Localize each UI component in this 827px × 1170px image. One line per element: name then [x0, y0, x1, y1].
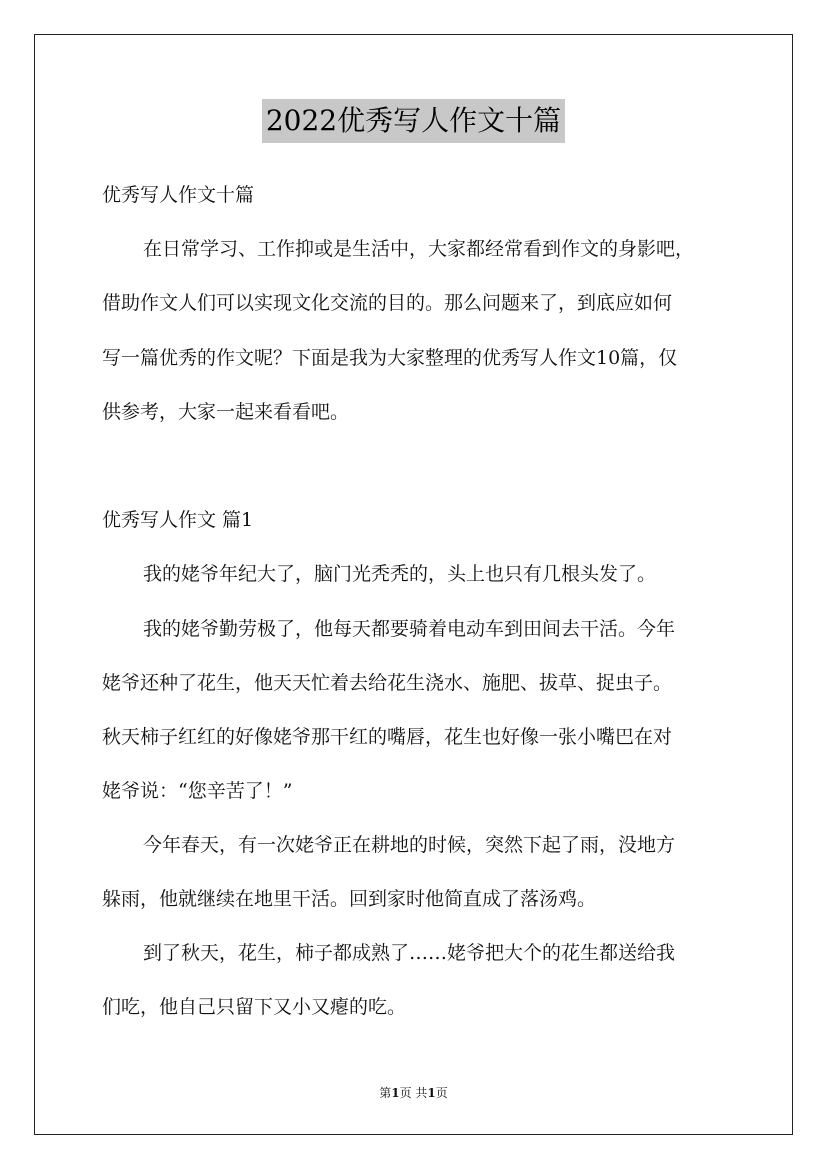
- footer-page-total: 1: [427, 1086, 436, 1100]
- body-line: 姥爷还种了花生，他天天忙着去给花生浇水、施肥、拔草、捉虫子。: [102, 672, 673, 694]
- body-line: 姥爷说：“您辛苦了！”: [102, 780, 293, 802]
- footer-page-number: 1: [391, 1086, 400, 1100]
- intro-line: 借助作文人们可以实现文化交流的目的。那么问题来了，到底应如何: [102, 292, 673, 314]
- body-line: 秋天柿子红红的好像姥爷那干红的嘴唇，花生也好像一张小嘴巴在对: [102, 726, 673, 748]
- page-footer: [0, 1085, 827, 1101]
- intro-line: 供参考，大家一起来看看吧。: [102, 401, 350, 423]
- body-line: 躲雨，他就继续在地里干活。回到家时他简直成了落汤鸡。: [102, 888, 597, 910]
- section-heading: 优秀写人作文 篇1: [102, 509, 254, 531]
- footer-suffix: 页: [435, 1086, 448, 1100]
- intro-line: 写一篇优秀的作文呢？下面是我为大家整理的优秀写人作文10篇，仅: [102, 347, 678, 369]
- body-line: 们吃，他自己只留下又小又瘪的吃。: [102, 996, 407, 1018]
- intro-line: 在日常学习、工作抑或是生活中，大家都经常看到作文的身影吧，: [143, 238, 695, 260]
- document-title: 2022优秀写人作文十篇: [262, 99, 565, 143]
- body-line: 我的姥爷年纪大了，脑门光秃秃的，头上也只有几根头发了。: [143, 563, 657, 585]
- body-line: 到了秋天，花生，柿子都成熟了……姥爷把大个的花生都送给我: [143, 942, 676, 964]
- footer-mid: 页 共: [399, 1086, 428, 1100]
- document-title-wrap: [0, 99, 827, 143]
- footer-prefix: 第: [379, 1086, 392, 1100]
- body-line: 我的姥爷勤劳极了，他每天都要骑着电动车到田间去干活。今年: [143, 618, 676, 640]
- subtitle: 优秀写人作文十篇: [102, 184, 255, 206]
- body-line: 今年春天，有一次姥爷正在耕地的时候，突然下起了雨，没地方: [143, 834, 676, 856]
